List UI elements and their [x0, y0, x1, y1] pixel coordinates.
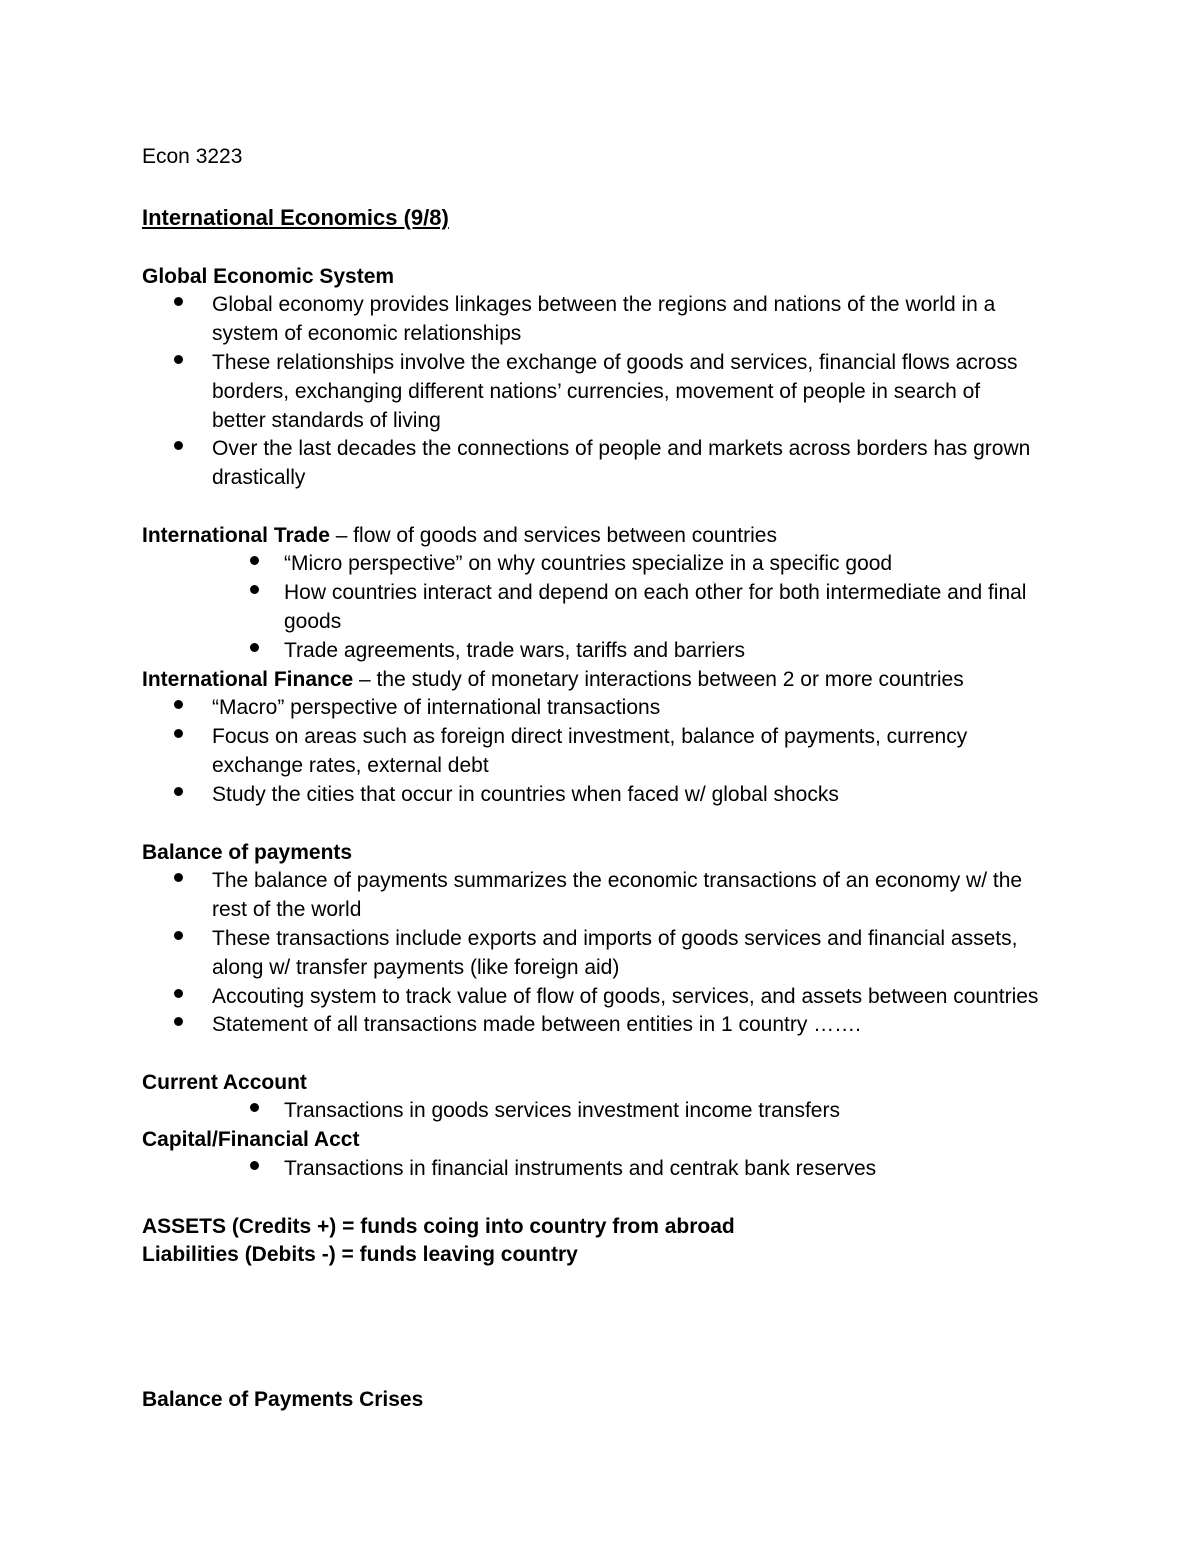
bullet-icon: [174, 297, 183, 306]
section-heading-global: Global Economic System: [142, 265, 395, 288]
section-heading-trade: International Trade: [142, 524, 330, 547]
list-item: Trade agreements, trade wars, tariffs and barriers: [284, 639, 746, 662]
bullet-icon: [250, 1103, 259, 1112]
section-heading-bop-crises: Balance of Payments Crises: [142, 1388, 424, 1411]
list-item: “Micro perspective” on why countries specialize in a specific good: [284, 552, 893, 575]
bullet-icon: [174, 931, 183, 940]
finance-definition: – the study of monetary interactions between 2 or more countries: [353, 668, 964, 691]
list-item-continuation: rest of the world: [212, 898, 362, 921]
list-item: How countries interact and depend on each other for both intermediate and final: [284, 581, 1027, 604]
bullet-icon: [250, 585, 259, 594]
trade-line: [142, 521, 777, 550]
list-item: Accouting system to track value of flow of goods, services, and assets between countries: [212, 985, 1039, 1008]
list-item: These transactions include exports and imports of goods services and financial assets,: [212, 927, 1018, 950]
list-item: Transactions in goods services investment income transfers: [284, 1099, 840, 1122]
bullet-icon: [250, 556, 259, 565]
liabilities-definition: Liabilities (Debits -) = funds leaving country: [142, 1243, 578, 1266]
list-item: “Macro” perspective of international transactions: [212, 696, 661, 719]
bullet-icon: [174, 873, 183, 882]
assets-definition: ASSETS (Credits +) = funds coing into country from abroad: [142, 1215, 735, 1238]
section-heading-finance: International Finance: [142, 668, 354, 691]
bullet-icon: [174, 355, 183, 364]
list-item-continuation: goods: [284, 610, 342, 633]
finance-line: [142, 665, 964, 694]
list-item: Statement of all transactions made between entities in 1 country …….: [212, 1013, 862, 1036]
list-item-continuation: system of economic relationships: [212, 322, 522, 345]
bullet-icon: [174, 729, 183, 738]
bullet-icon: [250, 643, 259, 652]
list-item: These relationships involve the exchange of goods and services, financial flows across: [212, 351, 1018, 374]
bullet-icon: [174, 700, 183, 709]
list-item: Focus on areas such as foreign direct investment, balance of payments, currency: [212, 725, 968, 748]
bullet-icon: [250, 1161, 259, 1170]
page-title: International Economics (9/8): [142, 205, 449, 230]
bullet-icon: [174, 989, 183, 998]
list-item-continuation: along w/ transfer payments (like foreign aid): [212, 956, 620, 979]
list-item: Global economy provides linkages between the regions and nations of the world in a: [212, 293, 996, 316]
section-heading-current-account: Current Account: [142, 1071, 307, 1094]
course-code: Econ 3223: [142, 145, 243, 168]
list-item: Transactions in financial instruments and centrak bank reserves: [284, 1157, 877, 1180]
list-item: The balance of payments summarizes the economic transactions of an economy w/ the: [212, 869, 1023, 892]
section-heading-capital-account: Capital/Financial Acct: [142, 1128, 360, 1151]
list-item-continuation: borders, exchanging different nations’ currencies, movement of people in search of: [212, 380, 981, 403]
bullet-icon: [174, 1017, 183, 1026]
bullet-icon: [174, 441, 183, 450]
list-item-continuation: better standards of living: [212, 409, 441, 432]
list-item: Over the last decades the connections of people and markets across borders has grown: [212, 437, 1031, 460]
list-item: Study the cities that occur in countries when faced w/ global shocks: [212, 783, 839, 806]
section-heading-bop: Balance of payments: [142, 841, 353, 864]
list-item-continuation: drastically: [212, 466, 306, 489]
bullet-icon: [174, 787, 183, 796]
list-item-continuation: exchange rates, external debt: [212, 754, 489, 777]
trade-definition: – flow of goods and services between countries: [329, 524, 777, 547]
